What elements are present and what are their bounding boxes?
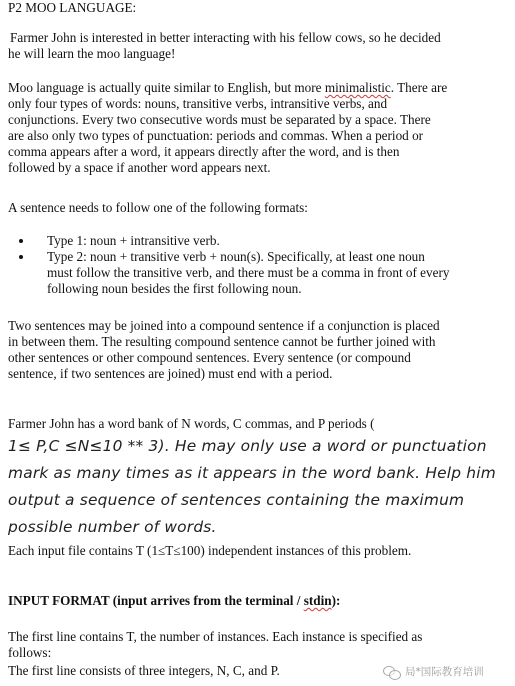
watermark-text: 局*国际教育培训: [405, 666, 484, 678]
words-line-2: only four types of words: nouns, transitive verbs, intransitive verbs, and: [8, 96, 388, 111]
format-type-2-line-3: following noun besides the first following noun.: [47, 281, 302, 296]
input-line-2: follows:: [8, 645, 52, 660]
handwritten-line-1: 1≤ P,C ≤N≤10 ** 3). He may only use a word or punctuation: [8, 437, 487, 455]
input-format-start: INPUT FORMAT (input arrives from the terminal /: [8, 593, 304, 608]
formats-intro: A sentence needs to follow one of the following formats:: [8, 200, 308, 215]
input-format-heading: [8, 593, 340, 609]
intro-line-1: Farmer John is interested in better interacting with his fellow cows, so he decided: [10, 30, 441, 45]
words-line-1-start: Moo language is actually quite similar to English, but more: [8, 80, 325, 95]
input-format-end: ):: [331, 593, 341, 608]
compound-line-4: sentence, if two sentences are joined) must end with a period.: [8, 366, 333, 381]
words-paragraph: [8, 80, 447, 176]
words-line-3: conjunctions. Every two consecutive words must be separated by a space. There: [8, 112, 431, 127]
format-type-2-line-1: Type 2: noun + transitive verb + noun(s). Specifically, at least one noun: [47, 249, 425, 264]
words-line-6: followed by a space if another word appears next.: [8, 160, 271, 175]
handwritten-line-2: mark as many times as it appears in the word bank. Help him: [8, 464, 496, 482]
problem-title: P2 MOO LANGUAGE:: [8, 0, 137, 15]
watermark: [383, 664, 484, 679]
words-line-4: are also only two types of punctuation: periods and commas. When a period or: [8, 128, 424, 143]
instances-line: Each input file contains T (1≤T≤100) independent instances of this problem.: [8, 543, 412, 558]
compound-line-2: in between them. The resulting compound sentence cannot be further joined with: [8, 334, 436, 349]
input-line-1: The first line contains T, the number of instances. Each instance is specified as: [8, 629, 423, 644]
words-line-5: comma appears after a word, it appears directly after the word, and is then: [8, 144, 400, 159]
word-bank-line-1: Farmer John has a word bank of N words, C commas, and P periods (: [8, 416, 375, 431]
bullet-icon: [19, 255, 23, 259]
compound-paragraph: [8, 318, 440, 382]
wechat-icon: [383, 665, 401, 679]
words-line-1-end: . There are: [390, 80, 448, 95]
handwritten-line-3: output a sequence of sentences containing the maximum: [8, 491, 465, 509]
spellcheck-flagged-word: stdin: [303, 593, 332, 608]
intro-line-2: he will learn the moo language!: [8, 46, 176, 61]
format-type-2-line-2: must follow the transitive verb, and there must be a comma in front of every: [47, 265, 450, 280]
spellcheck-flagged-word: minimalistic: [324, 80, 391, 95]
input-line-3: The first line consists of three integers, N, C, and P.: [8, 663, 280, 678]
compound-line-1: Two sentences may be joined into a compound sentence if a conjunction is placed: [8, 318, 440, 333]
bullet-icon: [19, 239, 23, 243]
handwritten-line-4: possible number of words.: [8, 518, 217, 536]
compound-line-3: other sentences or other compound sentences. Every sentence (or compound: [8, 350, 411, 365]
format-type-1: Type 1: noun + intransitive verb.: [47, 233, 220, 248]
